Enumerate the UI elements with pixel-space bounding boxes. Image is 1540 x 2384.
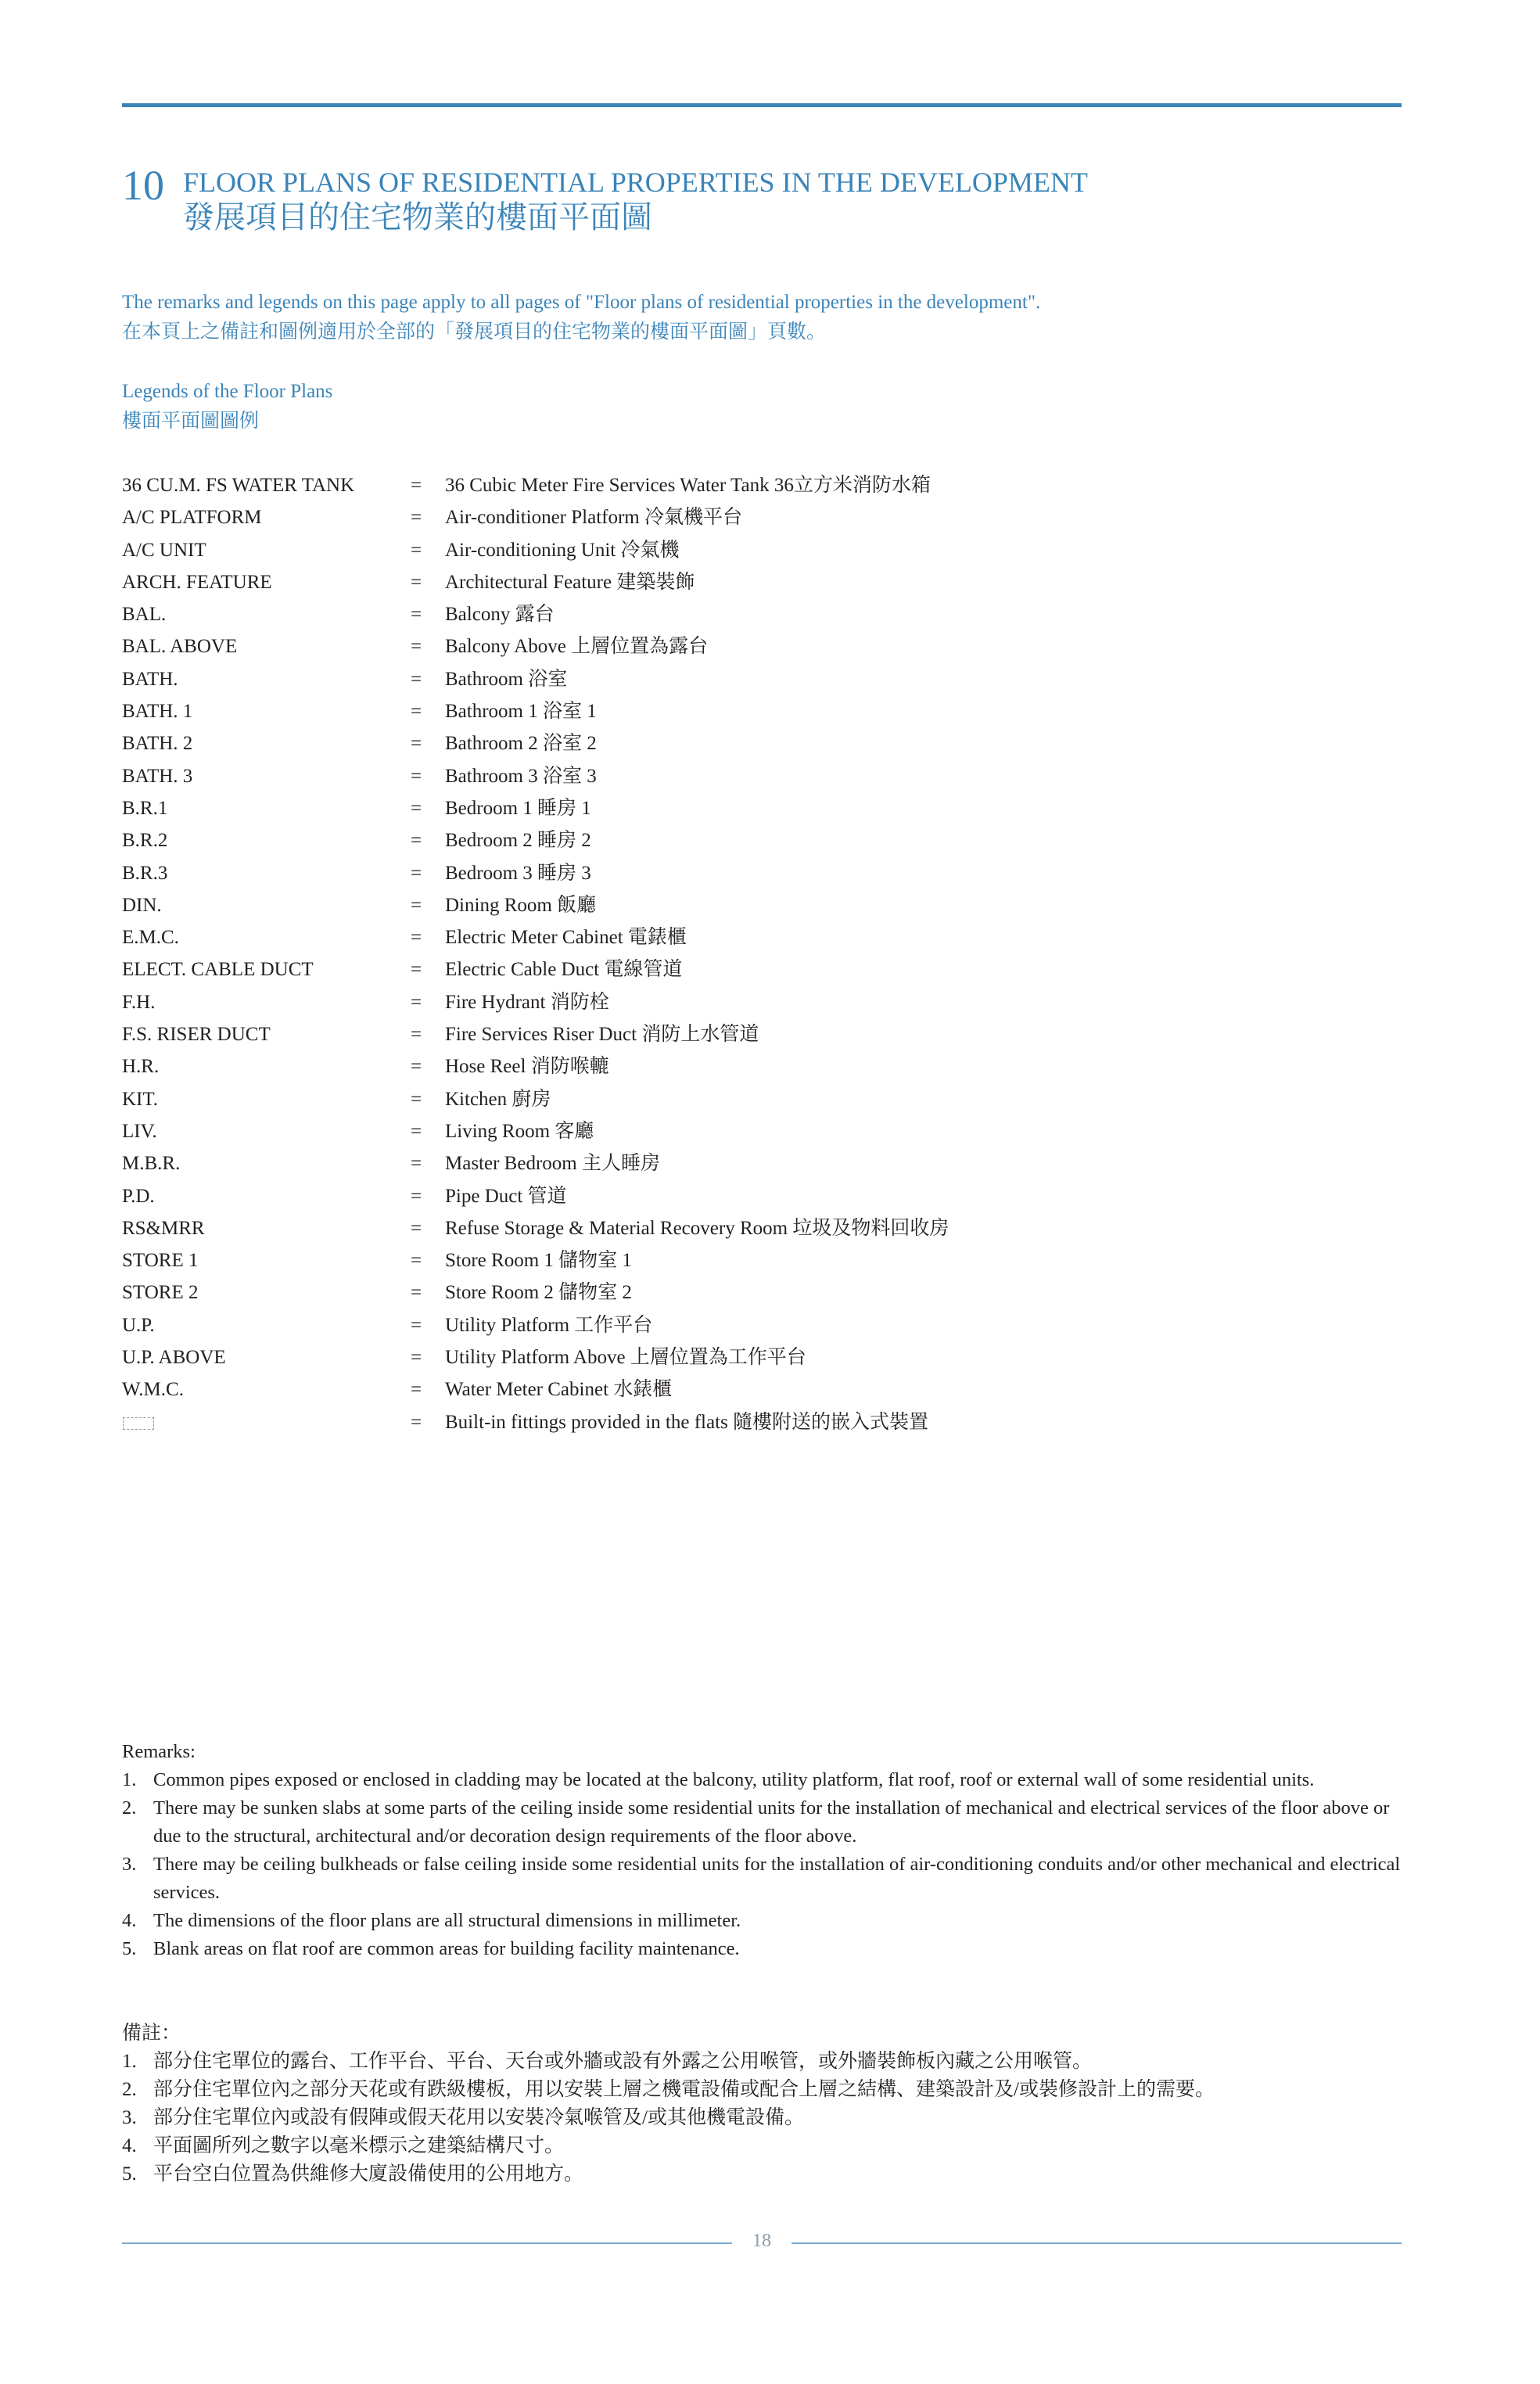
legend-desc: Fire Hydrant 消防栓 bbox=[445, 991, 609, 1013]
footer-rule-right bbox=[792, 2242, 1402, 2244]
legend-equals: = bbox=[411, 991, 422, 1013]
legend-desc: Refuse Storage & Material Recovery Room 垃圾及物料回收房 bbox=[445, 1217, 949, 1239]
remark-text: The dimensions of the floor plans are all structural dimensions in millimeter. bbox=[153, 1910, 741, 1931]
legend-row bbox=[122, 953, 1295, 986]
legend-row bbox=[122, 501, 1295, 533]
intro-en: The remarks and legends on this page apply to all pages of "Floor plans of residential properties in the development". bbox=[122, 292, 1041, 313]
page-number: 18 bbox=[752, 2231, 771, 2251]
legend-desc: Hose Reel 消防喉轆 bbox=[445, 1056, 609, 1078]
legend-desc: Living Room 客廳 bbox=[445, 1120, 594, 1142]
legend-row bbox=[122, 727, 1295, 759]
legend-row bbox=[122, 824, 1295, 856]
legend-equals: = bbox=[411, 1153, 422, 1175]
remark-item bbox=[122, 2160, 1405, 2188]
remarks-en-list bbox=[122, 1766, 1405, 1963]
remark-number: 1. bbox=[122, 1769, 137, 1790]
legend-abbr: B.R.3 bbox=[122, 862, 168, 884]
remark-number: 2. bbox=[122, 2079, 137, 2100]
remark-number: 4. bbox=[122, 1910, 137, 1931]
top-rule bbox=[122, 103, 1402, 107]
remark-item bbox=[122, 2104, 1405, 2132]
legend-abbr: M.B.R. bbox=[122, 1153, 181, 1175]
remark-item bbox=[122, 1794, 1405, 1851]
legend-equals: = bbox=[411, 1250, 422, 1272]
legend-abbr: A/C PLATFORM bbox=[122, 507, 262, 529]
legend-abbr: E.M.C. bbox=[122, 927, 179, 949]
remark-number: 5. bbox=[122, 2163, 137, 2185]
remark-number: 2. bbox=[122, 1797, 137, 1819]
legend-row bbox=[122, 663, 1295, 695]
legend-row bbox=[122, 534, 1295, 566]
legend-desc: Air-conditioner Platform 冷氣機平台 bbox=[445, 507, 742, 529]
legend-desc: Utility Platform Above 上層位置為工作平台 bbox=[445, 1347, 806, 1369]
legend-list bbox=[122, 469, 1295, 1438]
legend-row bbox=[122, 986, 1295, 1018]
legend-equals: = bbox=[411, 1411, 422, 1433]
legend-abbr: U.P. ABOVE bbox=[122, 1347, 226, 1369]
section-number: 10 bbox=[122, 162, 164, 209]
legend-row bbox=[122, 1373, 1295, 1406]
remark-number: 1. bbox=[122, 2051, 137, 2072]
legend-abbr: U.P. bbox=[122, 1314, 155, 1336]
legend-row bbox=[122, 792, 1295, 824]
legend-row bbox=[122, 695, 1295, 727]
legend-equals: = bbox=[411, 539, 422, 561]
dashed-box-shape bbox=[123, 1417, 154, 1430]
remarks-zh-list bbox=[122, 2048, 1405, 2188]
legend-abbr: BATH. 3 bbox=[122, 765, 193, 787]
legend-equals: = bbox=[411, 1185, 422, 1207]
legend-equals: = bbox=[411, 959, 422, 981]
legend-row bbox=[122, 1180, 1295, 1212]
legend-abbr: A/C UNIT bbox=[122, 539, 206, 561]
remarks-en bbox=[122, 1738, 1405, 1963]
remark-text: Common pipes exposed or enclosed in cladding may be located at the balcony, utility platform, flat roof, roof or external wall of some residential units. bbox=[153, 1769, 1315, 1790]
legend-row bbox=[122, 921, 1295, 953]
legend-row bbox=[122, 1083, 1295, 1115]
remark-item bbox=[122, 1907, 1405, 1935]
legend-abbr: BAL. bbox=[122, 604, 167, 626]
legend-desc: Air-conditioning Unit 冷氣機 bbox=[445, 539, 680, 561]
section-title-zh: 發展項目的住宅物業的樓面平面圖 bbox=[183, 199, 652, 235]
legend-equals: = bbox=[411, 733, 422, 755]
legend-desc: Electric Cable Duct 電線管道 bbox=[445, 959, 683, 981]
legend-equals: = bbox=[411, 862, 422, 884]
legend-row bbox=[122, 1115, 1295, 1147]
remark-text: 平面圖所列之數字以毫米標示之建築結構尺寸。 bbox=[153, 2135, 565, 2156]
legend-desc: Bedroom 2 睡房 2 bbox=[445, 830, 591, 852]
legend-desc: Balcony Above 上層位置為露台 bbox=[445, 636, 709, 658]
legend-row bbox=[122, 1050, 1295, 1082]
remark-item bbox=[122, 2132, 1405, 2160]
legend-abbr: STORE 1 bbox=[122, 1250, 199, 1272]
remark-number: 5. bbox=[122, 1938, 137, 1959]
legend-desc: Store Room 1 儲物室 1 bbox=[445, 1250, 632, 1272]
legend-abbr: DIN. bbox=[122, 894, 162, 916]
legend-equals: = bbox=[411, 636, 422, 658]
legend-row bbox=[122, 1147, 1295, 1179]
legend-abbr: F.S. RISER DUCT bbox=[122, 1024, 271, 1046]
legend-row bbox=[122, 630, 1295, 662]
legend-equals: = bbox=[411, 507, 422, 529]
legend-desc: Balcony 露台 bbox=[445, 604, 555, 626]
legend-row bbox=[122, 1212, 1295, 1244]
legend-equals: = bbox=[411, 765, 422, 787]
legend-abbr: H.R. bbox=[122, 1056, 160, 1078]
remark-text: There may be ceiling bulkheads or false ceiling inside some residential units for the installation of air-conditioning conduits and/or other mechanical and electrical services. bbox=[153, 1854, 1401, 1903]
legend-desc: Bathroom 浴室 bbox=[445, 668, 568, 690]
legend-row bbox=[122, 1244, 1295, 1276]
legend-abbr: ELECT. CABLE DUCT bbox=[122, 959, 314, 981]
legend-equals: = bbox=[411, 1120, 422, 1142]
legend-row bbox=[122, 1309, 1295, 1341]
remark-text: There may be sunken slabs at some parts of the ceiling inside some residential units for the installation of mechanical and electrical services of the floor above or due to the structural, architectural and/or decoration design requirements of the floor above. bbox=[153, 1797, 1390, 1847]
legend-equals: = bbox=[411, 1347, 422, 1369]
legend-desc: Pipe Duct 管道 bbox=[445, 1185, 567, 1207]
legend-desc: Bathroom 2 浴室 2 bbox=[445, 733, 597, 755]
remark-item bbox=[122, 2048, 1405, 2076]
legend-equals: = bbox=[411, 927, 422, 949]
legend-desc: Bathroom 1 浴室 1 bbox=[445, 701, 597, 723]
remark-text: Blank areas on flat roof are common areas for building facility maintenance. bbox=[153, 1938, 740, 1959]
remark-text: 部分住宅單位的露台、工作平台、平台、天台或外牆或設有外露之公用喉管，或外牆裝飾板內藏之公用喉管。 bbox=[153, 2051, 1093, 2072]
legend-row bbox=[122, 1276, 1295, 1309]
legend-abbr: BATH. 2 bbox=[122, 733, 193, 755]
legend-equals: = bbox=[411, 475, 422, 496]
remark-text: 平台空白位置為供維修大廈設備使用的公用地方。 bbox=[153, 2163, 584, 2185]
legend-desc: Bathroom 3 浴室 3 bbox=[445, 765, 597, 787]
legend-desc: Bedroom 3 睡房 3 bbox=[445, 862, 591, 884]
legend-desc: Architectural Feature 建築裝飾 bbox=[445, 571, 695, 593]
legend-equals: = bbox=[411, 894, 422, 916]
legend-equals: = bbox=[411, 1314, 422, 1336]
legend-desc: Fire Services Riser Duct 消防上水管道 bbox=[445, 1024, 759, 1046]
remark-number: 4. bbox=[122, 2135, 137, 2156]
legend-row bbox=[122, 1018, 1295, 1050]
section-title-en: FLOOR PLANS OF RESIDENTIAL PROPERTIES IN THE DEVELOPMENT bbox=[183, 167, 1088, 198]
legend-desc: Master Bedroom 主人睡房 bbox=[445, 1153, 660, 1175]
legends-heading-en: Legends of the Floor Plans bbox=[122, 381, 333, 402]
remarks-heading-en: Remarks: bbox=[122, 1741, 196, 1762]
legend-abbr: ARCH. FEATURE bbox=[122, 571, 272, 593]
legend-abbr: W.M.C. bbox=[122, 1379, 184, 1401]
legend-desc: Water Meter Cabinet 水錶櫃 bbox=[445, 1379, 673, 1401]
legend-equals: = bbox=[411, 1088, 422, 1110]
legend-row bbox=[122, 1406, 1295, 1438]
legend-desc: Store Room 2 儲物室 2 bbox=[445, 1282, 632, 1304]
legend-abbr: STORE 2 bbox=[122, 1282, 199, 1304]
remark-item bbox=[122, 1935, 1405, 1963]
remarks-heading-zh: 備註： bbox=[122, 2023, 181, 2044]
legend-equals: = bbox=[411, 1379, 422, 1401]
remark-item bbox=[122, 1766, 1405, 1794]
legend-desc: Utility Platform 工作平台 bbox=[445, 1314, 653, 1336]
legend-row bbox=[122, 760, 1295, 792]
legend-row bbox=[122, 857, 1295, 889]
remark-number: 3. bbox=[122, 1854, 137, 1875]
legend-equals: = bbox=[411, 701, 422, 723]
intro-zh: 在本頁上之備註和圖例適用於全部的「發展項目的住宅物業的樓面平面圖」頁數。 bbox=[122, 321, 827, 343]
remark-text: 部分住宅單位內或設有假陣或假天花用以安裝冷氣喉管及/或其他機電設備。 bbox=[153, 2107, 804, 2128]
legend-abbr: BAL. ABOVE bbox=[122, 636, 238, 658]
remark-item bbox=[122, 1851, 1405, 1907]
legend-equals: = bbox=[411, 1056, 422, 1078]
legend-row bbox=[122, 889, 1295, 921]
legend-abbr: BATH. 1 bbox=[122, 701, 193, 723]
legend-abbr: BATH. bbox=[122, 668, 178, 690]
legend-abbr: KIT. bbox=[122, 1088, 159, 1110]
legend-abbr: P.D. bbox=[122, 1185, 155, 1207]
legend-row bbox=[122, 598, 1295, 630]
legend-desc: Built-in fittings provided in the flats 隨樓附送的嵌入式裝置 bbox=[445, 1411, 929, 1433]
legend-row bbox=[122, 469, 1295, 501]
legends-heading-zh: 樓面平面圖圖例 bbox=[122, 411, 260, 432]
legend-desc: Kitchen 廚房 bbox=[445, 1088, 551, 1110]
legend-abbr: RS&MRR bbox=[122, 1217, 205, 1239]
legend-equals: = bbox=[411, 1024, 422, 1046]
legend-equals: = bbox=[411, 571, 422, 593]
remark-text: 部分住宅單位內之部分天花或有跌級樓板，用以安裝上層之機電設備或配合上層之結構、建築設計及/或裝修設計上的需要。 bbox=[153, 2079, 1215, 2100]
legend-abbr: B.R.1 bbox=[122, 797, 168, 819]
legend-equals: = bbox=[411, 604, 422, 626]
legend-row bbox=[122, 566, 1295, 598]
legend-equals: = bbox=[411, 668, 422, 690]
legend-row bbox=[122, 1341, 1295, 1373]
remark-number: 3. bbox=[122, 2107, 137, 2128]
legend-equals: = bbox=[411, 1282, 422, 1304]
legend-equals: = bbox=[411, 830, 422, 852]
legend-abbr: B.R.2 bbox=[122, 830, 168, 852]
legend-abbr: LIV. bbox=[122, 1120, 157, 1142]
legend-equals: = bbox=[411, 1217, 422, 1239]
remark-item bbox=[122, 2076, 1405, 2104]
legend-desc: Electric Meter Cabinet 電錶櫃 bbox=[445, 927, 687, 949]
legend-abbr: F.H. bbox=[122, 991, 156, 1013]
legend-desc: 36 Cubic Meter Fire Services Water Tank 36立方米消防水箱 bbox=[445, 475, 931, 496]
remarks-zh bbox=[122, 2020, 1405, 2188]
legend-desc: Dining Room 飯廳 bbox=[445, 894, 597, 916]
footer-rule-left bbox=[122, 2242, 732, 2244]
legend-equals: = bbox=[411, 797, 422, 819]
legend-desc: Bedroom 1 睡房 1 bbox=[445, 797, 591, 819]
legend-abbr: 36 CU.M. FS WATER TANK bbox=[122, 475, 355, 496]
